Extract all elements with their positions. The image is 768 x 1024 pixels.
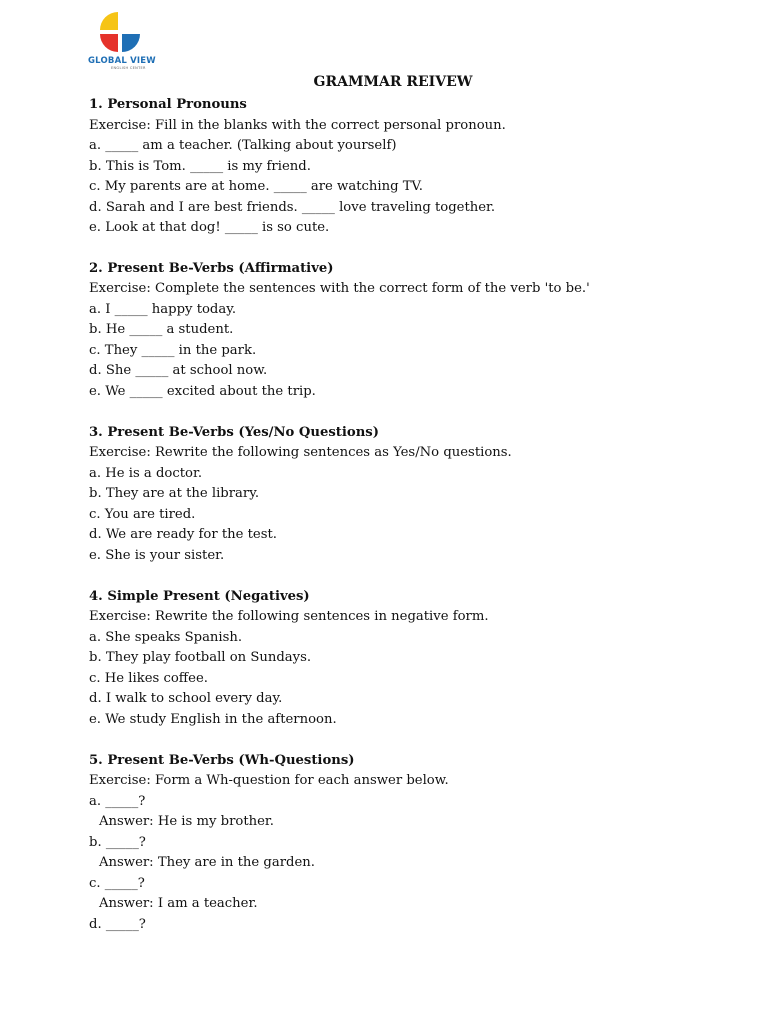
logo-mark-icon	[98, 10, 142, 54]
exercise-item: d. I walk to school every day.	[89, 691, 283, 707]
exercise-item: e. Look at that dog! _____ is so cute.	[89, 220, 330, 235]
section-heading: 3. Present Be-Verbs (Yes/No Questions)	[89, 424, 379, 440]
exercise-item: a. He is a doctor.	[89, 465, 203, 481]
section-be-verbs-yes-no-questions	[89, 423, 749, 567]
exercise-instruction: Exercise: Complete the sentences with the correct form of the verb 'to be.'	[89, 281, 590, 297]
logo-name: GLOBAL VIEW	[88, 56, 156, 66]
section-heading: 2. Present Be-Verbs (Affirmative)	[89, 260, 334, 276]
exercise-item: c. He likes coffee.	[89, 670, 208, 686]
exercise-item: a. She speaks Spanish.	[89, 629, 243, 645]
exercise-instruction: Exercise: Fill in the blanks with the correct personal pronoun.	[89, 117, 506, 133]
exercise-instruction: Exercise: Form a Wh-question for each answer below.	[89, 773, 449, 789]
page-title: GRAMMAR REIVEW	[313, 74, 473, 90]
exercise-item: b. This is Tom. _____ is my friend.	[89, 158, 311, 174]
logo-tagline: ENGLISH CENTER	[111, 66, 146, 70]
exercise-item: c. My parents are at home. _____ are watching TV.	[89, 179, 423, 194]
exercise-item: e. She is your sister.	[89, 547, 225, 563]
global-view-logo	[88, 10, 158, 78]
exercise-item: b. _____?	[89, 834, 146, 850]
section-heading: 1. Personal Pronouns	[89, 97, 247, 112]
answer-line: Answer: I am a teacher.	[99, 896, 258, 912]
exercise-item: c. You are tired.	[89, 506, 196, 522]
exercise-item: c. _____?	[89, 875, 145, 891]
section-simple-present-negatives	[89, 587, 749, 731]
section-be-verbs-affirmative	[89, 259, 749, 403]
exercise-item: c. They _____ in the park.	[89, 342, 257, 358]
exercise-item: d. She _____ at school now.	[89, 363, 268, 379]
exercise-item: b. They play football on Sundays.	[89, 650, 312, 666]
exercise-item: a. _____?	[89, 793, 146, 809]
exercise-item: b. They are at the library.	[89, 486, 260, 502]
section-heading: 4. Simple Present (Negatives)	[89, 588, 310, 604]
exercise-item: e. We study English in the afternoon.	[89, 711, 337, 727]
worksheet-body	[89, 95, 749, 935]
section-personal-pronouns	[89, 95, 749, 239]
exercise-item: d. We are ready for the test.	[89, 527, 277, 543]
exercise-instruction: Exercise: Rewrite the following sentences as Yes/No questions.	[89, 445, 512, 461]
exercise-item: b. He _____ a student.	[89, 322, 234, 338]
section-heading: 5. Present Be-Verbs (Wh-Questions)	[89, 752, 355, 768]
answer-line: Answer: They are in the garden.	[99, 855, 315, 871]
exercise-item: e. We _____ excited about the trip.	[89, 383, 316, 399]
exercise-instruction: Exercise: Rewrite the following sentences in negative form.	[89, 609, 489, 625]
exercise-item: d. _____?	[89, 916, 146, 932]
exercise-item: d. Sarah and I are best friends. _____ love traveling together.	[89, 199, 496, 215]
exercise-item: a. I _____ happy today.	[89, 301, 237, 317]
answer-line: Answer: He is my brother.	[99, 814, 274, 830]
exercise-item: a. _____ am a teacher. (Talking about yourself)	[89, 138, 397, 153]
section-be-verbs-wh-questions	[89, 751, 749, 936]
